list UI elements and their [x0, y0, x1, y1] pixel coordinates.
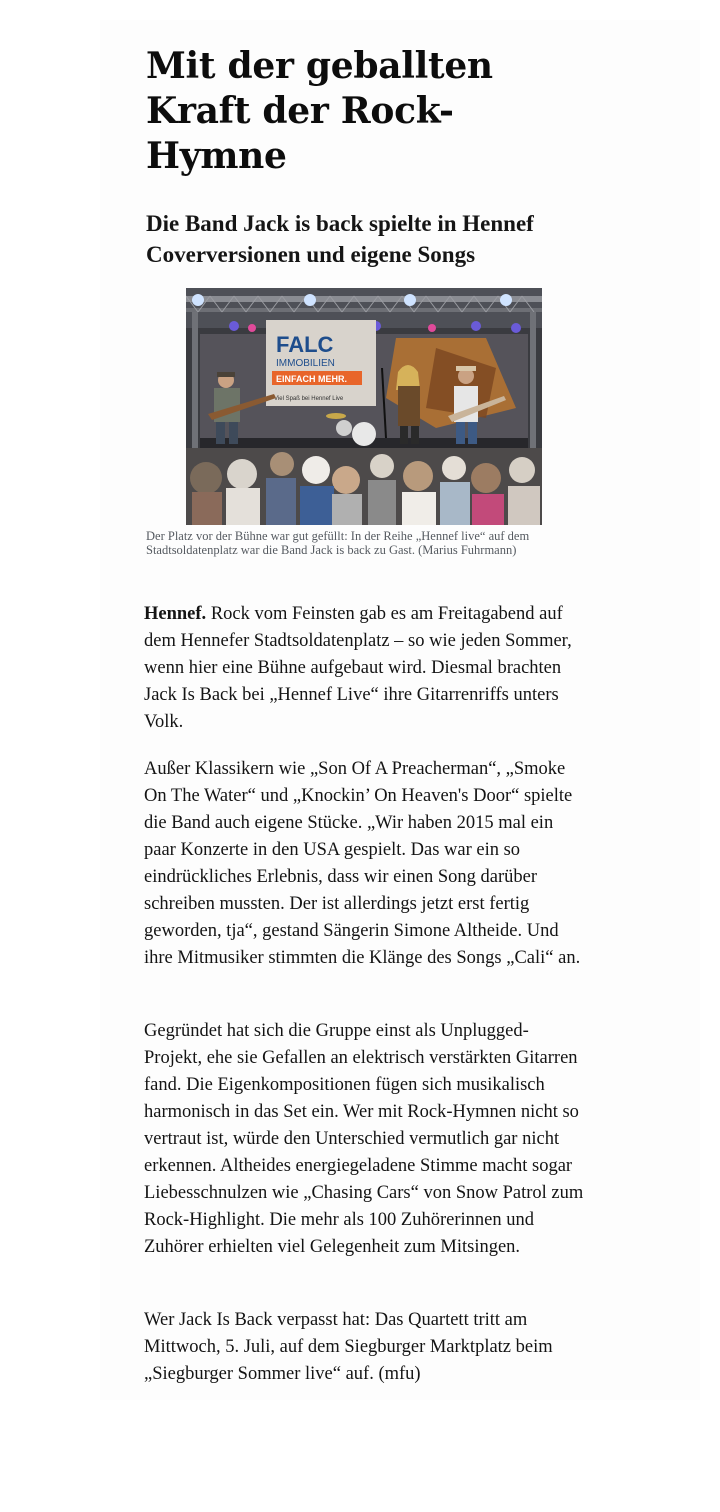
article-paragraph-3: Gegründet hat sich die Gruppe einst als Unplugged-Projekt, ehe sie Gefallen an elektrisch verstärkten Gitarren fand. Die Eigenkompositionen fügen sich musikalisch harmonisch in das Set ein. Wer mit Rock-Hymnen nicht so vertraut ist, würde den Unterschied vermutlich gar nicht erkennen. Altheides energiegeladene Stimme macht sogar Liebesschnulzen wie „Chasing Cars“ von Snow Patrol zum Rock-Highlight. Die mehr als 100 Zuhörerinnen und Zuhörer erhielten viel Gelegenheit zum Mitsingen.	[144, 1021, 584, 1257]
banner-slogan-text: EINFACH MEHR.	[276, 374, 348, 384]
dateline: Hennef.	[144, 604, 207, 624]
photo-caption: Der Platz vor der Bühne war gut gefüllt: In der Reihe „Hennef live“ auf dem Stadtsoldatenplatz war die Band Jack is back zu Gast. (Marius Fuhrmann)	[146, 529, 530, 557]
article-paragraph-4: Wer Jack Is Back verpasst hat: Das Quartett tritt am Mittwoch, 5. Juli, auf dem Siegburger Marktplatz beim „Siegburger Sommer live“ auf. (mfu)	[144, 1310, 553, 1384]
concert-photo-illustration	[186, 288, 542, 525]
banner-brand-text: FALC	[276, 332, 334, 357]
article-subheadline: Die Band Jack is back spielte in Hennef Coverversionen und eigene Songs	[146, 211, 534, 267]
banner-sub-text: IMMOBILIEN	[276, 358, 335, 369]
concert-photo	[186, 288, 542, 525]
article-paragraph-1	[144, 601, 584, 736]
article-paragraph-2: Außer Klassikern wie „Son Of A Preacherman“, „Smoke On The Water“ und „Knockin’ On Heaven's Door“ spielte die Band auch eigene Stücke. „Wir haben 2015 mal ein paar Konzerte in den USA gespielt. Das war ein so eindrückliches Erlebnis, dass wir einen Song darüber schreiben mussten. Der ist allerdings jetzt erst fertig geworden, tja“, gestand Sängerin Simone Altheide. Und ihre Mitmusiker stimmten die Klänge des Songs „Cali“ an.	[144, 759, 581, 968]
banner-tagline-text: Viel Spaß bei Hennef Live	[274, 396, 344, 402]
paragraph-1-text: Rock vom Feinsten gab es am Freitagabend auf dem Hennefer Stadtsoldatenplatz – so wie jeden Sommer, wenn hier eine Bühne aufgebaut wird. Diesmal brachten Jack Is Back bei „Hennef Live“ ihre Gitarrenriffs unters Volk.	[144, 604, 572, 732]
article-headline: Mit der geballten Kraft der Rock-Hymne	[146, 45, 493, 177]
